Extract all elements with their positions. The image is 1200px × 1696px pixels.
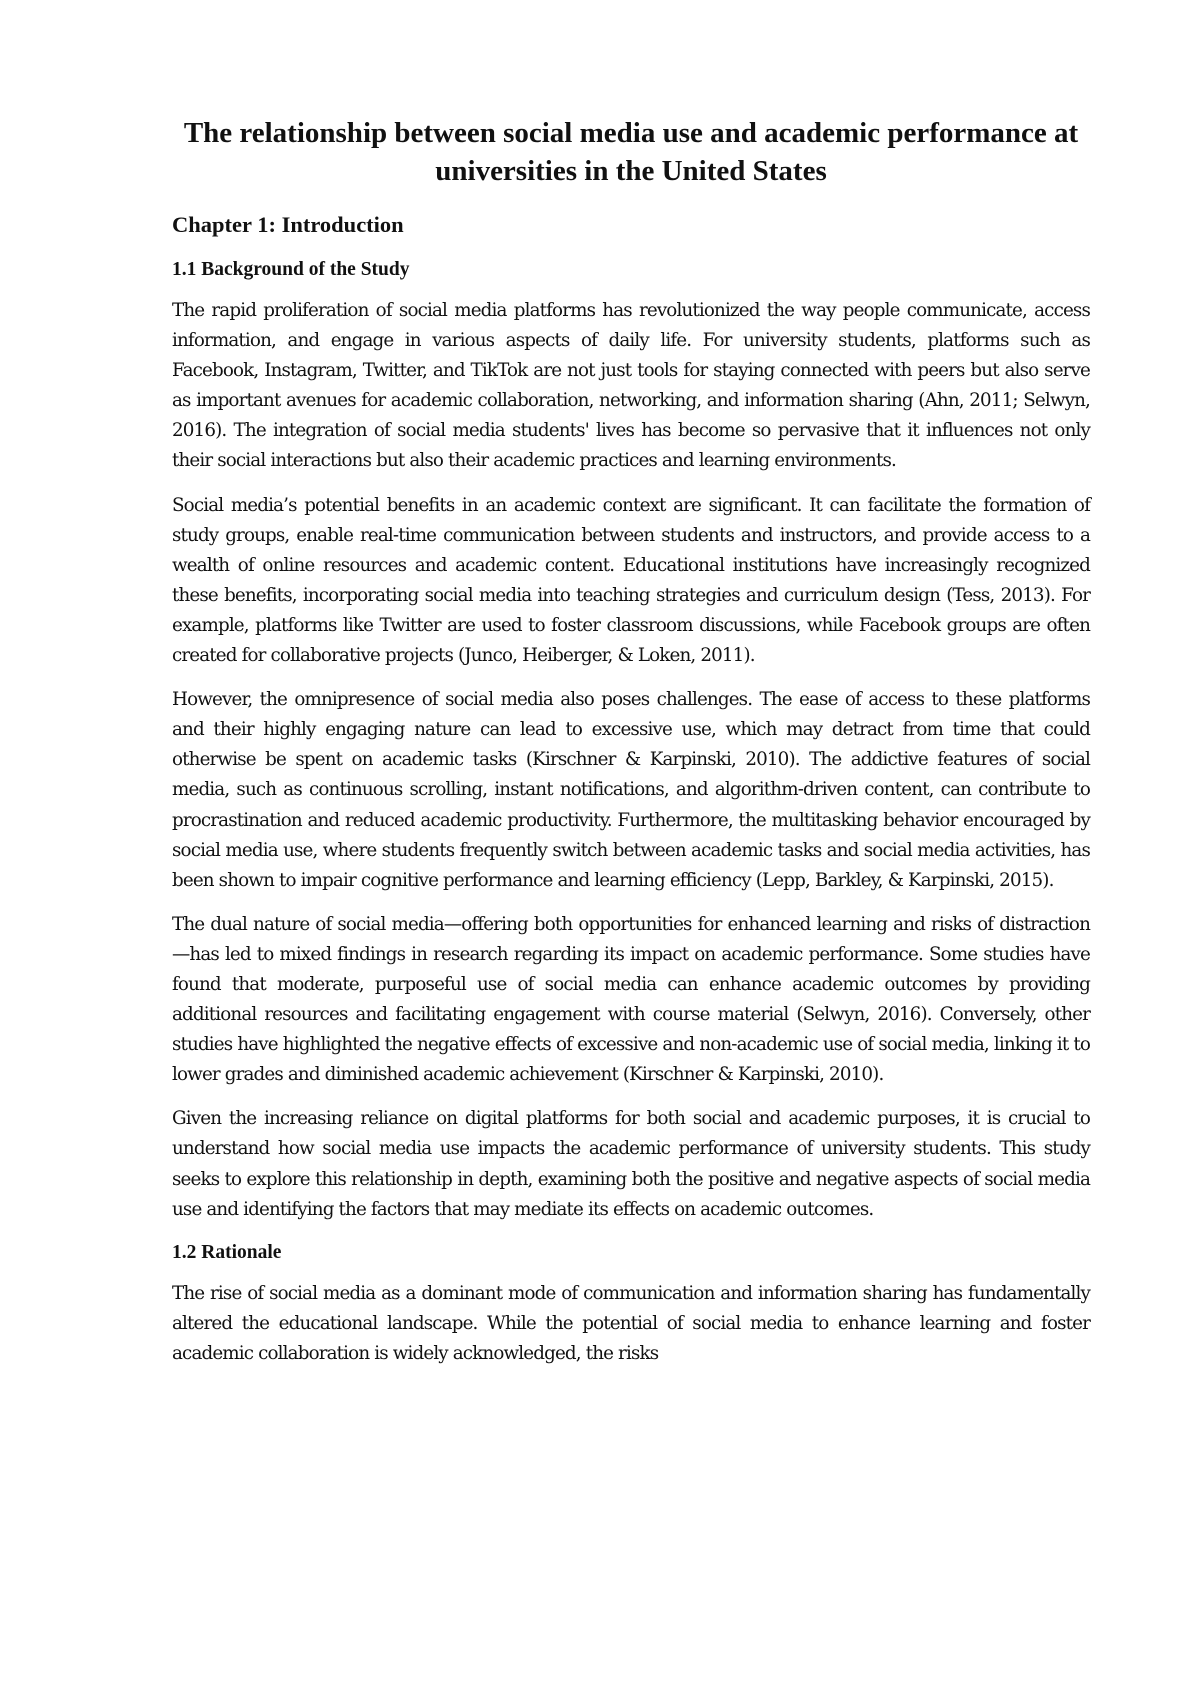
section-heading-background: 1.1 Background of the Study bbox=[172, 259, 410, 280]
document-title: The relationship between social media use and academic performance at universities in the United States bbox=[183, 117, 1079, 187]
document-content bbox=[172, 114, 1090, 1383]
paragraph: The rapid proliferation of social media platforms has revolutionized the way people communicate, access information, and engage in various aspects of daily life. For university students, platforms such as Facebook, Instagram, Twitter, and TikTok are not just tools for staying connected with peers but also serve as important avenues for academic collaboration, networking, and information sharing (Ahn, 2011; Selwyn, 2016). The integration of social media students' lives has become so pervasive that it influences not only their social interactions but also their academic practices and learning environments. bbox=[172, 300, 1090, 472]
paragraph: Social media’s potential benefits in an academic context are significant. It can facilitate the formation of study groups, enable real-time communication between students and instructors, and provide access to a wealth of online resources and academic content. Educational institutions have increasingly recognized these benefits, incorporating social media into teaching strategies and curriculum design (Tess, 2013). For example, platforms like Twitter are used to foster classroom discussions, while Facebook groups are often created for collaborative projects (Junco, Heiberger, & Loken, 2011). bbox=[172, 494, 1090, 667]
paragraph: The dual nature of social media—offering both opportunities for enhanced learning and risks of distraction—has led to mixed findings in research regarding its impact on academic performance. Some studies have found that moderate, purposeful use of social media can enhance academic outcomes by providing additional resources and facilitating engagement with course material (Selwyn, 2016). Conversely, other studies have highlighted the negative effects of excessive and non-academic use of social media, linking it to lower grades and diminished academic achievement (Kirschner & Karpinski, 2010). bbox=[172, 913, 1090, 1086]
paragraph: The rise of social media as a dominant mode of communication and information sharing has fundamentally altered the educational landscape. While the potential of social media to enhance learning and foster academic collaboration is widely acknowledged, the risks bbox=[172, 1282, 1090, 1364]
paragraph: However, the omnipresence of social media also poses challenges. The ease of access to these platforms and their highly engaging nature can lead to excessive use, which may detract from time that could otherwise be spent on academic tasks (Kirschner & Karpinski, 2010). The addictive features of social media, such as continuous scrolling, instant notifications, and algorithm-driven content, can contribute to procrastination and reduced academic productivity. Furthermore, the multitasking behavior encouraged by social media use, where students frequently switch between academic tasks and social media activities, has been shown to impair cognitive performance and learning efficiency (Lepp, Barkley, & Karpinski, 2015). bbox=[172, 689, 1090, 891]
chapter-heading: Chapter 1: Introduction bbox=[172, 212, 404, 237]
section-heading-rationale: 1.2 Rationale bbox=[172, 1241, 282, 1263]
paragraph: Given the increasing reliance on digital platforms for both social and academic purposes, it is crucial to understand how social media use impacts the academic performance of university students. This study seeks to explore this relationship in depth, examining both the positive and negative aspects of social media use and identifying the factors that may mediate its effects on academic outcomes. bbox=[172, 1108, 1090, 1220]
